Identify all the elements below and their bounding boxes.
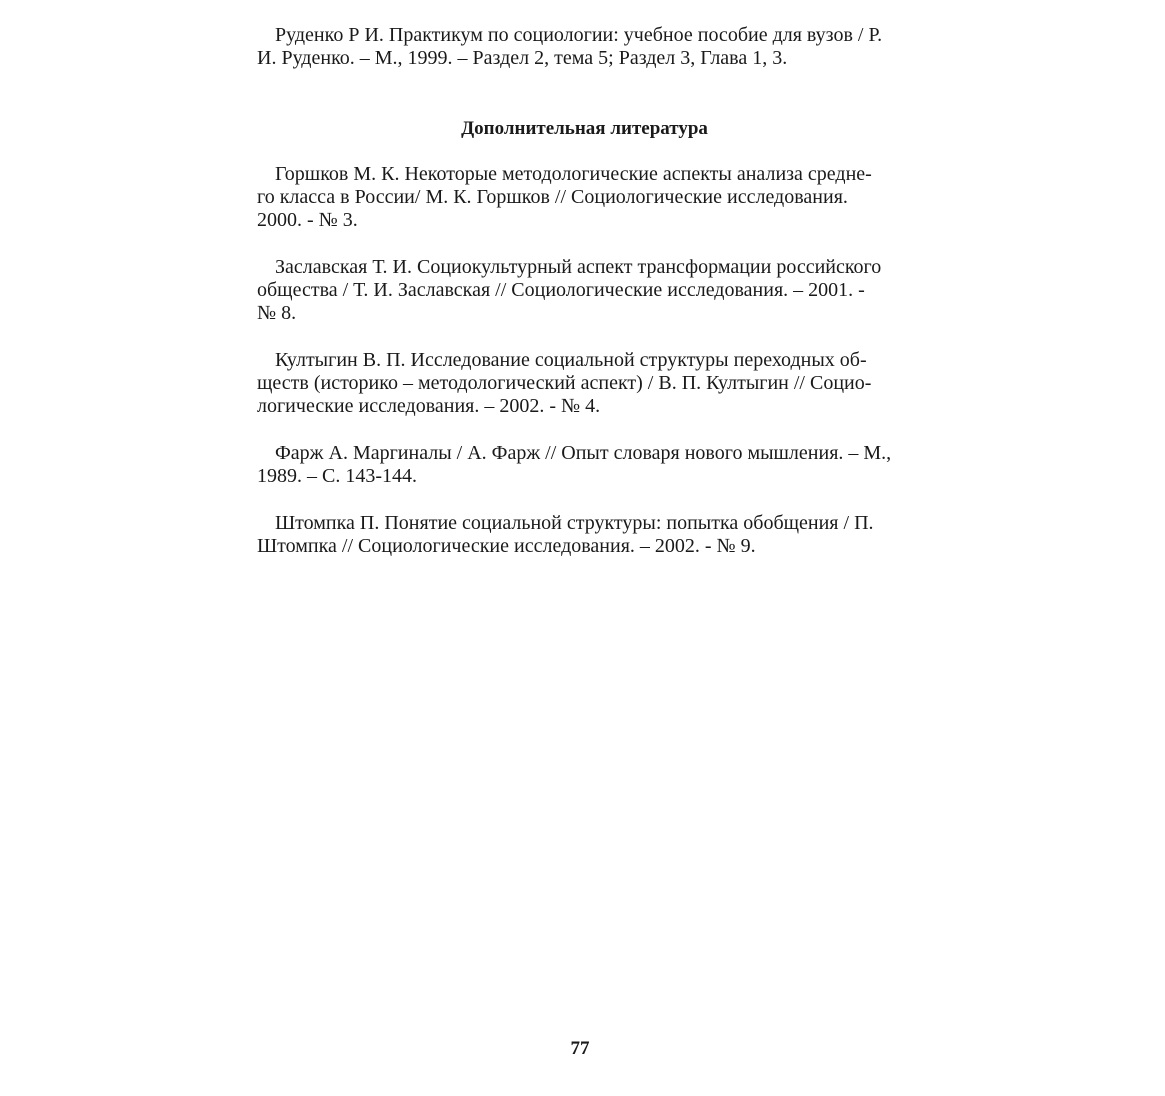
reference-line: общества / Т. И. Заславская // Социологические исследования. – 2001. - <box>257 279 865 301</box>
reference-line: Фарж А. Маргиналы / А. Фарж // Опыт словаря нового мышления. – М., <box>275 442 892 464</box>
reference-line: Штомпка П. Понятие социальной структуры: попытка обобщения / П. <box>275 512 874 534</box>
reference-line: логические исследования. – 2002. - № 4. <box>257 395 601 417</box>
additional-entry-gorshkov <box>257 163 912 232</box>
section-heading-additional-literature: Дополнительная литература <box>461 118 708 139</box>
reference-line: ществ (историко – методологический аспект) / В. П. Култыгин // Социо- <box>257 372 872 394</box>
reference-line: 2000. - № 3. <box>257 209 358 231</box>
page-number: 77 <box>570 1038 590 1059</box>
reference-line: го класса в России/ М. К. Горшков // Социологические исследования. <box>257 186 848 208</box>
main-reference-block <box>257 24 912 70</box>
reference-line: № 8. <box>257 302 297 324</box>
additional-entry-zaslavskaya <box>257 256 912 325</box>
reference-line: Штомпка // Социологические исследования. – 2002. - № 9. <box>257 535 756 557</box>
reference-line: Заславская Т. И. Социокультурный аспект трансформации российского <box>275 256 882 278</box>
reference-entry-rudenko <box>257 24 912 70</box>
additional-entry-shtompka <box>257 512 912 558</box>
reference-line: Култыгин В. П. Исследование социальной структуры переходных об- <box>275 349 867 371</box>
additional-entry-kultygin <box>257 349 912 418</box>
reference-line: Горшков М. К. Некоторые методологические аспекты анализа средне- <box>275 163 872 185</box>
reference-line: Руденко Р И. Практикум по социологии: учебное пособие для вузов / Р. <box>275 24 883 46</box>
reference-line: И. Руденко. – М., 1999. – Раздел 2, тема 5; Раздел 3, Глава 1, 3. <box>257 47 788 69</box>
reference-line: 1989. – С. 143-144. <box>257 465 417 487</box>
additional-entry-farzh <box>257 442 912 488</box>
